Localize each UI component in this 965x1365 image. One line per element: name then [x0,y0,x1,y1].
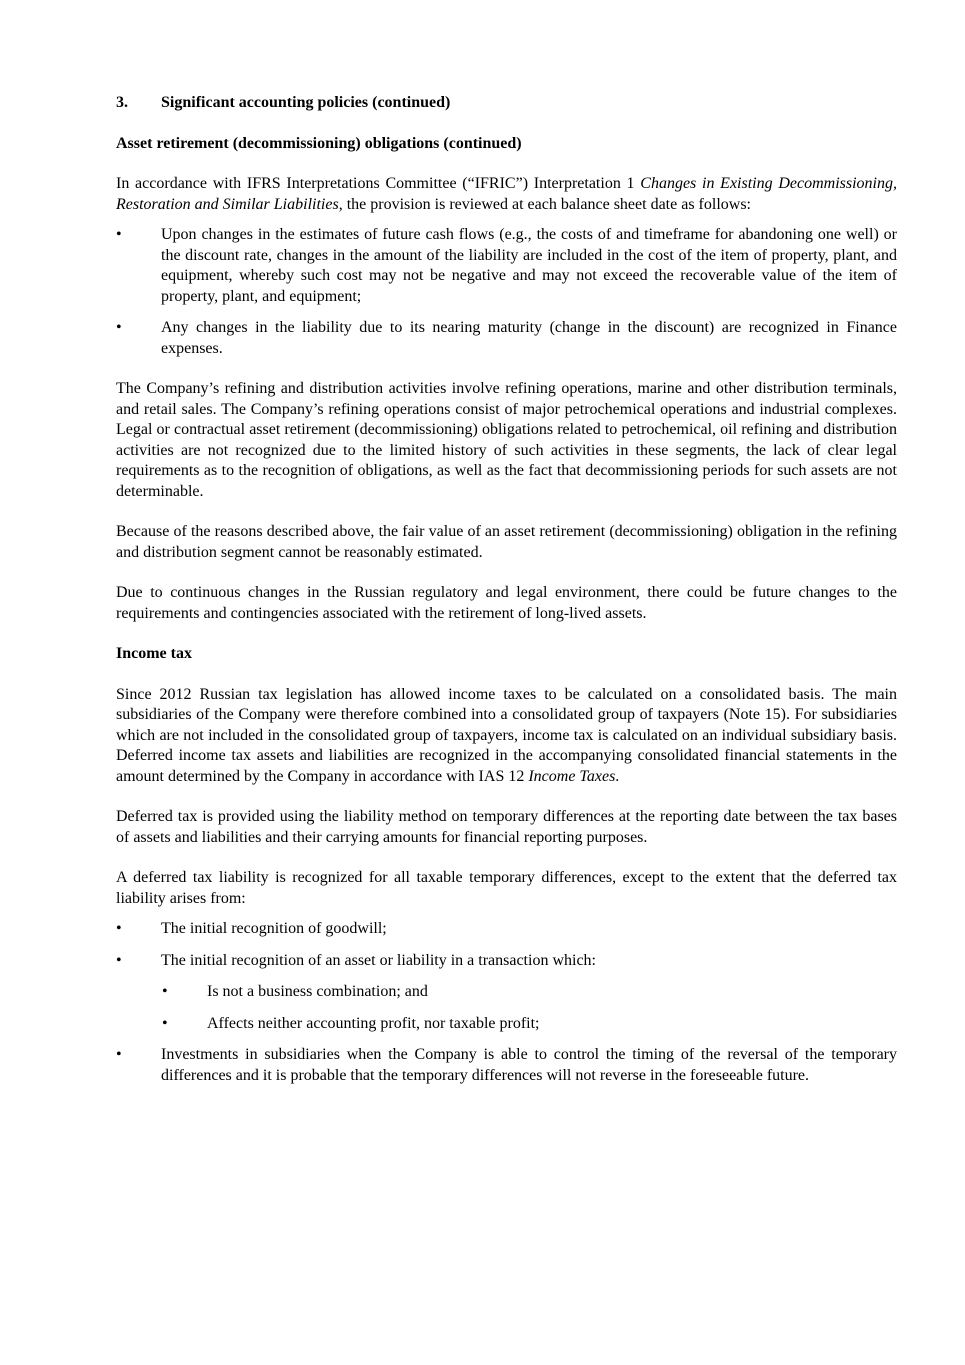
section-heading [116,93,897,114]
regulatory-paragraph: Due to continuous changes in the Russian regulatory and legal environment, there could be future changes to the requirements and contingencies associated with the retirement of long-lived assets. [116,584,897,622]
consolidated-end: . [615,767,620,785]
section-number: 3. [116,94,128,111]
section-title: Significant accounting policies (continued) [161,94,451,111]
tax-bullet-goodwill: • The initial recognition of goodwill; [116,919,897,940]
income-tax-heading: Income tax [116,645,192,662]
aro-intro-after: , the provision is reviewed at each balance sheet date as follows: [338,195,751,213]
tax-sub-bullet-profit: • Affects neither accounting profit, nor taxable profit; [116,1014,897,1035]
tax-sub-bullet-list [116,982,897,1034]
aro-heading: Asset retirement (decommissioning) obligations (continued) [116,134,522,152]
tax-bullet-list [116,919,897,971]
tax-bullet-list-continued [116,1045,897,1086]
ias12-title: Income Taxes [528,767,616,785]
deferred-tax-paragraph: Deferred tax is provided using the liability method on temporary differences at the reporting date between the tax bases of assets and liabilities and their carrying amounts for financial reporting purposes. [116,808,897,846]
refining-paragraph: The Company’s refining and distribution activities involve refining operations, marine and other distribution terminals, and retail sales. The Company’s refining operations consist of major petrochemical operations and industrial complexes. Legal or contractual asset retirement (decommissioning) obligations related to petrochemical, oil refining and distribution activities are not recognized due to the limited history of such activities in these segments, the lack of clear legal requirements as to the recognition of obligations, as well as the fact that decommissioning periods for such assets are not determinable. [116,380,897,500]
aro-intro-italic: Changes in Existing Decommissioning, Restoration and Similar Liabilities [116,175,897,213]
aro-bullet-maturity: • Any changes in the liability due to its nearing maturity (change in the discount) are recognized in Finance expenses. [116,318,897,359]
tax-bullet-initial-recognition: • The initial recognition of an asset or liability in a transaction which: [116,951,897,972]
aro-intro-paragraph [116,174,897,215]
consolidated-basis-paragraph [116,685,897,788]
consolidated-text: Since 2012 Russian tax legislation has allowed income taxes to be calculated on a consolidated basis. The main subsidiaries of the Company were therefore combined into a consolidated group of taxpayers (Note 15). For subsidiaries which are not included in the consolidated group of taxpayers, income tax is calculated on an individual subsidiary basis. Deferred income tax assets and liabilities are recognized in the accompanying consolidated financial statements in the amount determined by the Company in accordance with IAS 12 [116,685,897,785]
liability-intro-paragraph: A deferred tax liability is recognized for all taxable temporary differences, except to the extent that the deferred tax liability arises from: [116,869,897,907]
tax-bullet-investments: • Investments in subsidiaries when the Company is able to control the timing of the reversal of the temporary differences and it is probable that the temporary differences will not reverse in the foreseeable future. [116,1045,897,1086]
tax-sub-bullet-business-combination: • Is not a business combination; and [116,982,897,1003]
aro-bullet-list [116,225,897,359]
aro-bullet-estimates: • Upon changes in the estimates of future cash flows (e.g., the costs of and timeframe for abandoning one well) or the discount rate, changes in the amount of the liability are included in the cost of the item of property, plant, and equipment, whereby such cost may not be negative and may not exceed the recoverable value of the item of property, plant, and equipment; [116,225,897,307]
document-page [116,93,897,1097]
fair-value-paragraph: Because of the reasons described above, the fair value of an asset retirement (decommissioning) obligation in the refining and distribution segment cannot be reasonably estimated. [116,523,897,561]
aro-intro-before: In accordance with IFRS Interpretations Committee (“IFRIC”) Interpretation 1 [116,175,641,192]
